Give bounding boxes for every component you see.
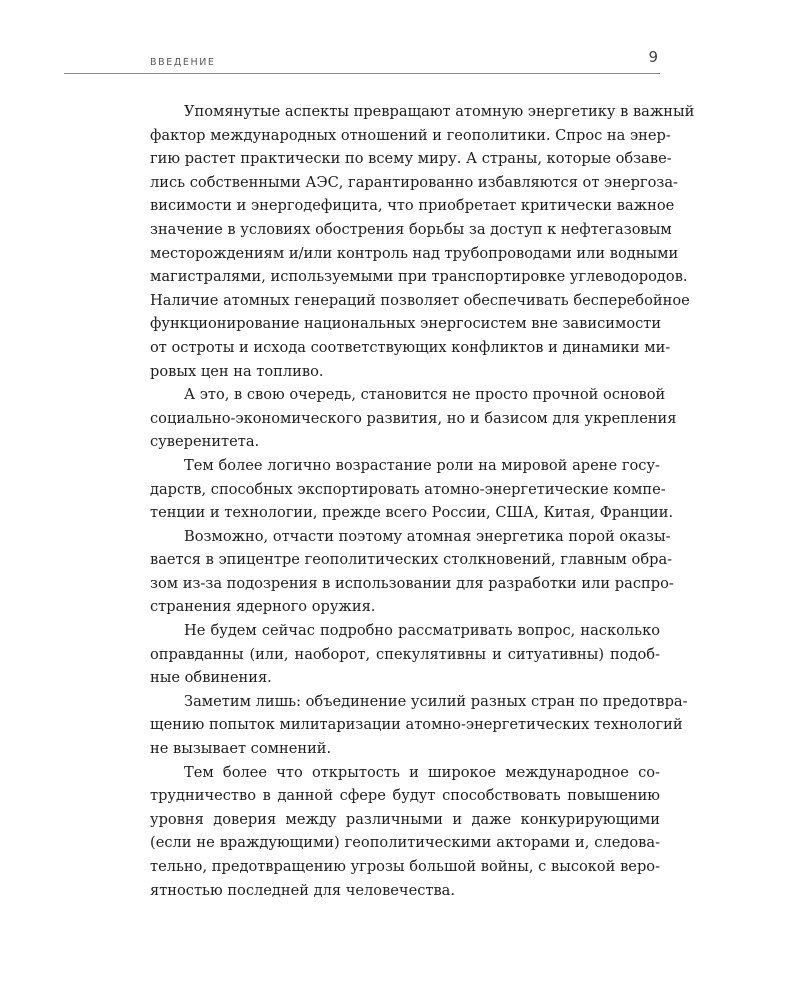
header-rule	[64, 73, 660, 74]
page-header	[150, 48, 660, 74]
paragraph	[150, 619, 660, 690]
text-line: зом из-за подозрения в использовании для разработки или распро-	[150, 574, 674, 592]
paragraph	[150, 761, 660, 903]
text-line: не вызывает сомнений.	[150, 740, 332, 758]
text-line: социально-экономического развития, но и базисом для укрепления	[150, 409, 677, 427]
text-line: Наличие атомных генераций позволяет обеспечивать бесперебойное	[150, 291, 690, 309]
text-line: Возможно, отчасти поэтому атомная энергетика порой оказы-	[184, 527, 671, 545]
text-line: висимости и энергодефицита, что приобретает критически важное	[150, 197, 675, 215]
paragraph	[150, 690, 688, 761]
text-line: ровых цен на топливо.	[150, 362, 324, 380]
text-line: Не будем сейчас подробно рассматривать вопрос, насколько	[184, 622, 660, 640]
text-line: месторождениям и/или контроль над трубопроводами или водными	[150, 244, 679, 262]
text-line: ные обвинения.	[150, 669, 272, 687]
text-line: суверенитета.	[150, 433, 260, 451]
text-line: Заметим лишь: объединение усилий разных стран по предотвра-	[184, 692, 688, 710]
text-line: магистралями, используемыми при транспортировке углеводородов.	[150, 268, 688, 286]
page-number: 9	[648, 48, 658, 66]
text-line: фактор международных отношений и геополитики. Спрос на энер-	[150, 126, 671, 144]
text-line: щению попыток милитаризации атомно-энергетических технологий	[150, 716, 683, 734]
text-line: Тем более что открытость и широкое международное со-	[184, 763, 660, 781]
text-line: Тем более логично возрастание роли на мировой арене госу-	[184, 456, 660, 474]
text-line: тенции и технологии, прежде всего России, США, Китая, Франции.	[150, 504, 674, 522]
text-line: ятностью последней для человечества.	[150, 881, 456, 899]
text-line: тельно, предотвращению угрозы большой войны, с высокой веро-	[150, 858, 660, 875]
text-line: странения ядерного оружия.	[150, 598, 376, 616]
text-line: значение в условиях обострения борьбы за доступ к нефтегазовым	[150, 220, 672, 238]
paragraph	[150, 100, 695, 383]
paragraph	[150, 525, 674, 619]
text-line: от остроты и исхода соответствующих конфликтов и динамики ми-	[150, 338, 671, 356]
text-line: трудничество в данной сфере будут способствовать повышению	[150, 787, 660, 805]
text-line: лись собственными АЭС, гарантированно избавляются от энергоза-	[150, 173, 678, 191]
text-line: Упомянутые аспекты превращают атомную энергетику в важный	[184, 103, 695, 120]
text-line: дарств, способных экспортировать атомно-энергетические компе-	[150, 480, 666, 498]
text-line: вается в эпицентре геополитических столкновений, главным обра-	[150, 551, 673, 569]
body-text	[150, 100, 695, 902]
text-line: функционирование национальных энергосистем вне зависимости	[150, 315, 662, 333]
paragraph	[150, 454, 674, 525]
paragraph	[150, 383, 677, 454]
text-line: уровня доверия между различными и даже конкурирующими	[150, 810, 660, 828]
text-line: гию растет практически по всему миру. А страны, которые обзаве-	[150, 150, 672, 168]
running-title: ВВЕДЕНИЕ	[150, 57, 216, 68]
text-line: оправданны (или, наоборот, спекулятивны и ситуативны) подоб-	[150, 645, 660, 663]
text-line: (если не враждующими) геополитическими акторами и, следова-	[150, 834, 660, 852]
text-line: А это, в свою очередь, становится не просто прочной основой	[184, 386, 666, 404]
